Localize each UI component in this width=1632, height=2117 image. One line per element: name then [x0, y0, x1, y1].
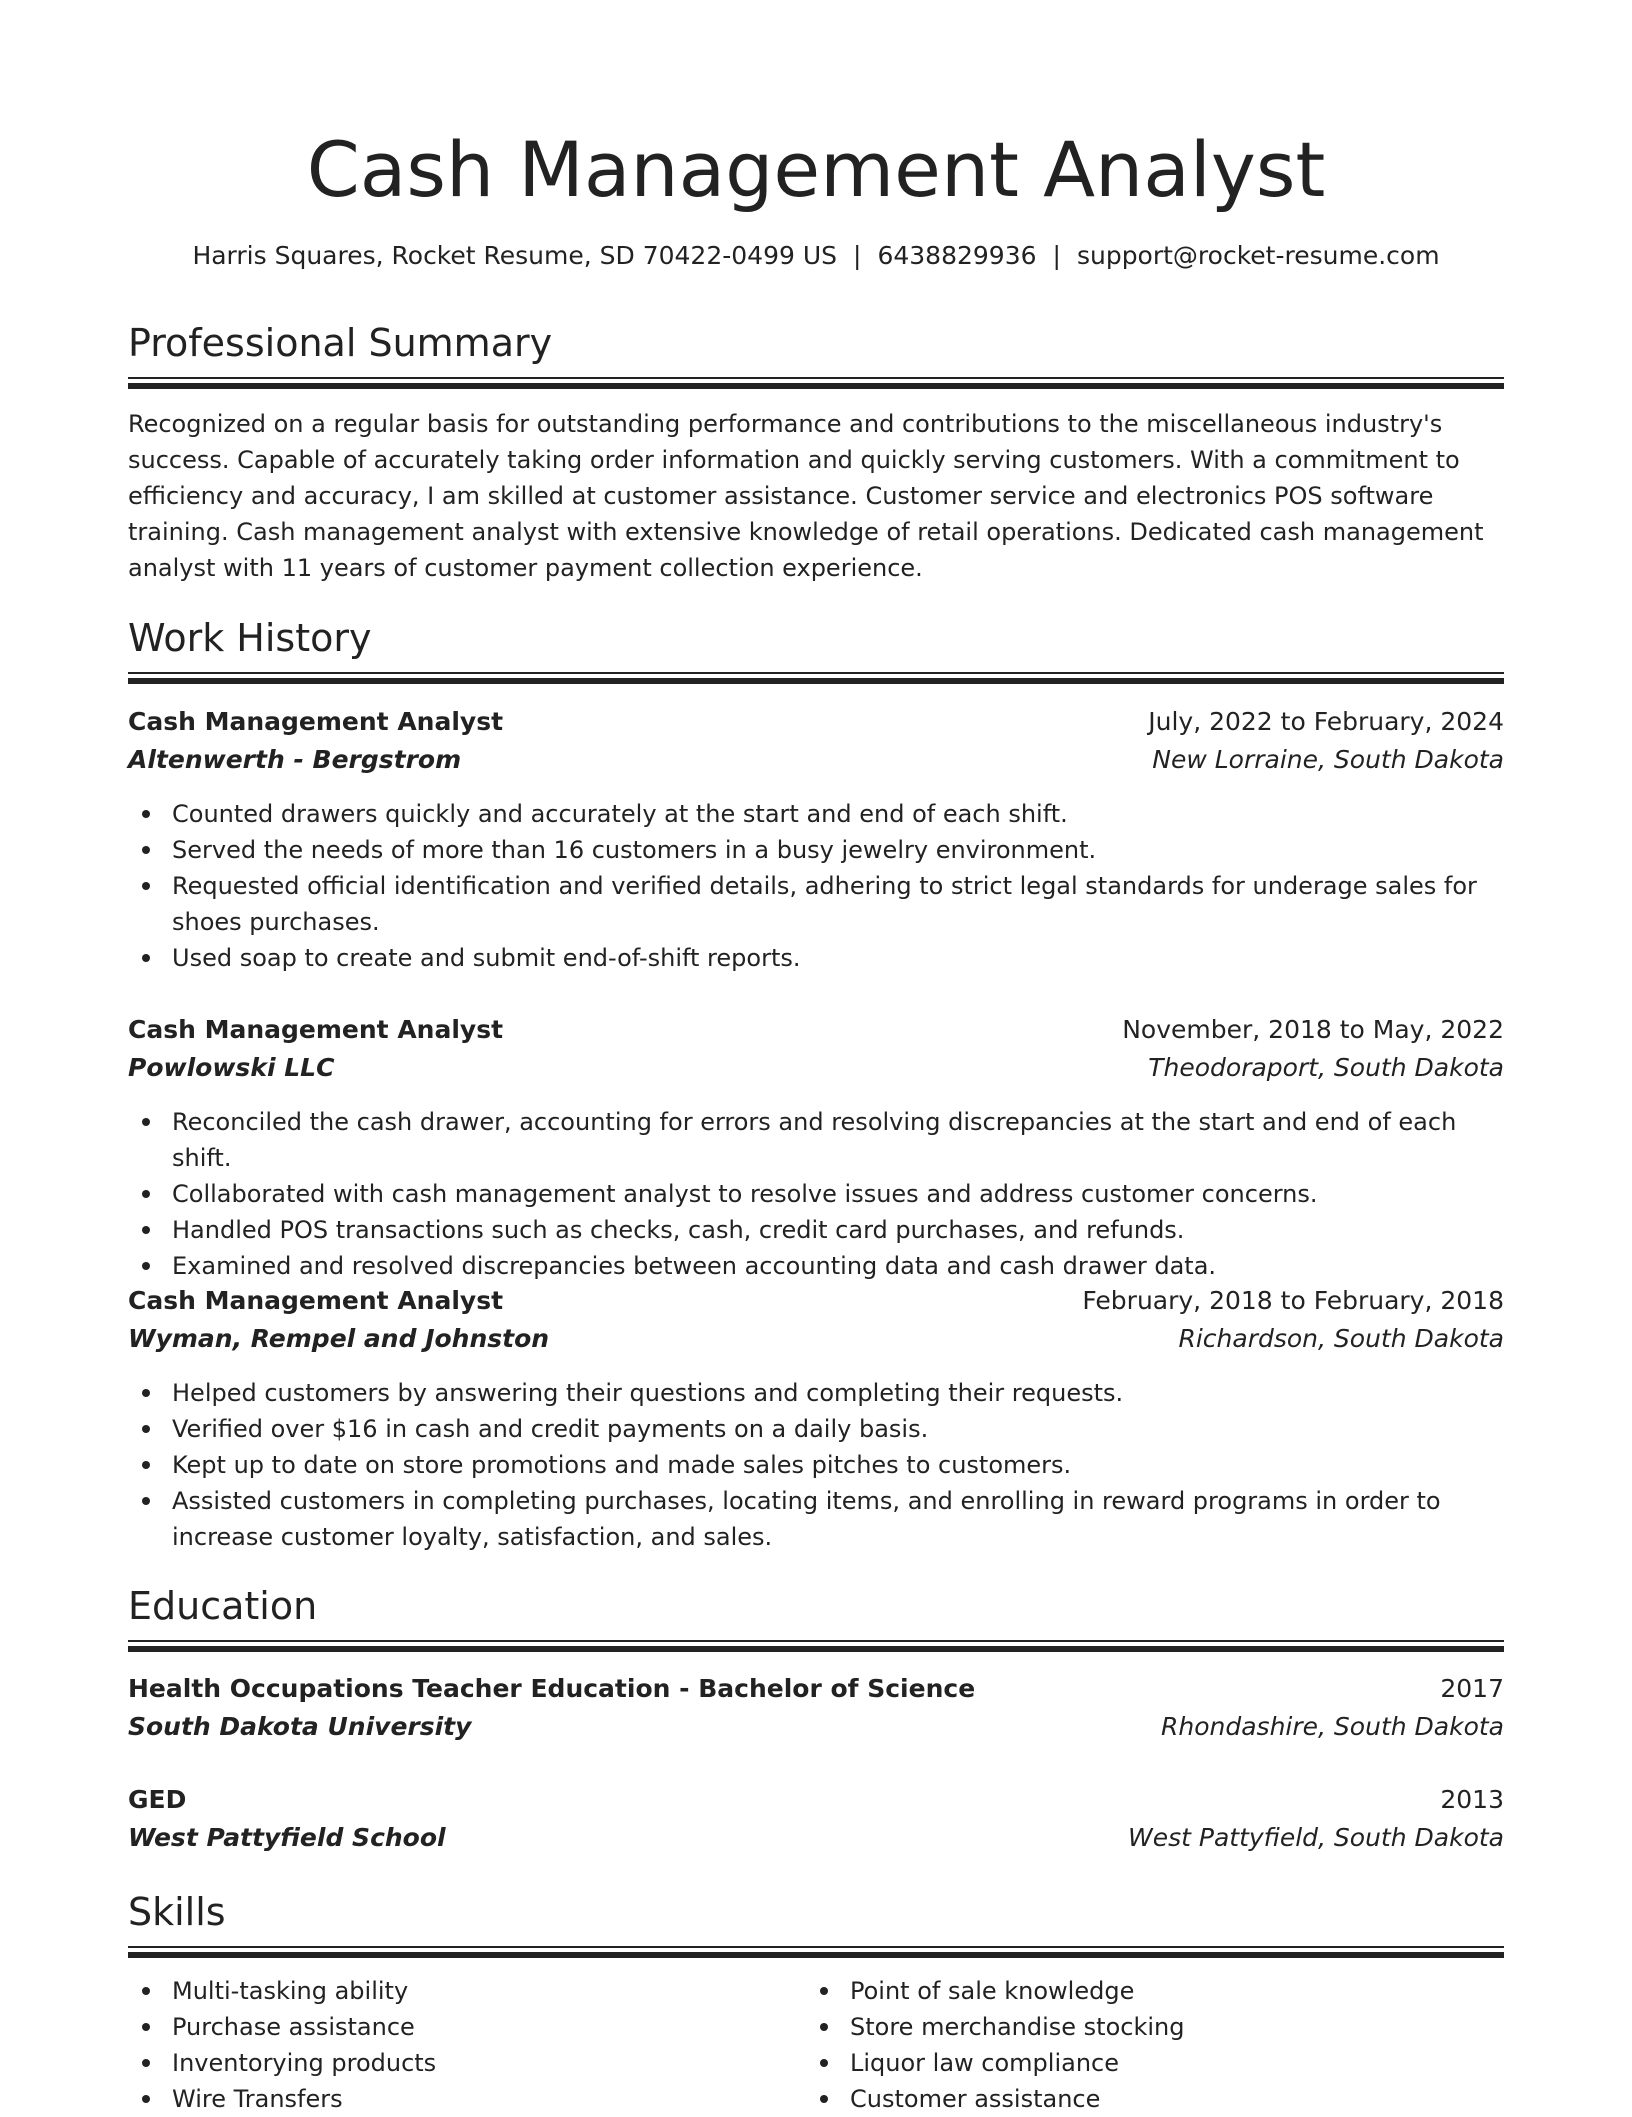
job-dates: November, 2018 to May, 2022	[1122, 1015, 1504, 1044]
list-item: Assisted customers in completing purchases, locating items, and enrolling in reward programs in order to increase customer loyalty, satisfaction, and sales.	[128, 1483, 1504, 1555]
contact-separator: |	[853, 241, 862, 270]
list-item: Helped customers by answering their questions and completing their requests.	[128, 1375, 1504, 1411]
section-divider	[128, 1946, 1504, 1958]
list-item: Customer assistance	[806, 2081, 1466, 2117]
job-company-row	[128, 1320, 1504, 1358]
job-company-row	[128, 741, 1504, 779]
list-item: Point of sale knowledge	[806, 1973, 1466, 2009]
job-bullet-list	[128, 1104, 1504, 1284]
list-item: Collaborated with cash management analyst to resolve issues and address customer concerns.	[128, 1176, 1504, 1212]
contact-line	[128, 236, 1504, 276]
job-header-row	[128, 1011, 1504, 1049]
job-bullet-list	[128, 796, 1504, 976]
job-position: Cash Management Analyst	[128, 1015, 504, 1044]
job-location: Theodoraport, South Dakota	[1148, 1053, 1504, 1082]
job-company: Altenwerth - Bergstrom	[128, 745, 462, 774]
list-item: Handled POS transactions such as checks, cash, credit card purchases, and refunds.	[128, 1212, 1504, 1248]
education-year: 2013	[1440, 1785, 1504, 1814]
education-school-row	[128, 1819, 1504, 1857]
education-header-row	[128, 1670, 1504, 1708]
skills-section-title: Skills	[128, 1890, 226, 1934]
job-company: Wyman, Rempel and Johnston	[128, 1324, 550, 1353]
list-item: Kept up to date on store promotions and made sales pitches to customers.	[128, 1447, 1504, 1483]
education-section-title: Education	[128, 1584, 318, 1628]
job-position: Cash Management Analyst	[128, 707, 504, 736]
education-location: West Pattyfield, South Dakota	[1128, 1823, 1504, 1852]
list-item: Wire Transfers	[128, 2081, 788, 2117]
education-school-row	[128, 1708, 1504, 1746]
job-company-row	[128, 1049, 1504, 1087]
list-item: Purchase assistance	[128, 2009, 788, 2045]
job-dates: July, 2022 to February, 2024	[1148, 707, 1504, 736]
contact-address: Harris Squares, Rocket Resume, SD 70422-0499 US	[192, 241, 838, 270]
education-header-row	[128, 1781, 1504, 1819]
job-location: New Lorraine, South Dakota	[1152, 745, 1504, 774]
skills-grid	[128, 1973, 1504, 2112]
education-location: Rhondashire, South Dakota	[1161, 1712, 1504, 1741]
section-divider	[128, 1640, 1504, 1652]
contact-email[interactable]: support@rocket-resume.com	[1076, 241, 1440, 270]
summary-text: Recognized on a regular basis for outstanding performance and contributions to the miscellaneous industry's success. Capable of accurately taking order information and quickly serving customers. With a commitment to efficiency and accuracy, I am skilled at customer assistance. Customer service and electronics POS software training. Cash management analyst with extensive knowledge of retail operations. Dedicated cash management analyst with 11 years of customer payment collection experience.	[128, 410, 1484, 582]
education-school: South Dakota University	[128, 1712, 472, 1741]
education-school: West Pattyfield School	[128, 1823, 446, 1852]
list-item: Liquor law compliance	[806, 2045, 1466, 2081]
skills-list-left	[128, 1973, 788, 2117]
candidate-name: Cash Management Analyst	[306, 125, 1326, 214]
job-position: Cash Management Analyst	[128, 1286, 504, 1315]
summary-section-title: Professional Summary	[128, 321, 553, 365]
skills-list-right	[806, 1973, 1466, 2117]
list-item: Counted drawers quickly and accurately at the start and end of each shift.	[128, 796, 1504, 832]
education-degree: Health Occupations Teacher Education - Bachelor of Science	[128, 1674, 976, 1703]
job-dates: February, 2018 to February, 2018	[1082, 1286, 1504, 1315]
job-bullet-list	[128, 1375, 1504, 1555]
list-item: Reconciled the cash drawer, accounting for errors and resolving discrepancies at the start and end of each shift.	[128, 1104, 1504, 1176]
contact-separator: |	[1052, 241, 1061, 270]
job-location: Richardson, South Dakota	[1178, 1324, 1504, 1353]
list-item: Served the needs of more than 16 customers in a busy jewelry environment.	[128, 832, 1504, 868]
section-divider	[128, 672, 1504, 684]
list-item: Examined and resolved discrepancies between accounting data and cash drawer data.	[128, 1248, 1504, 1284]
section-divider	[128, 377, 1504, 389]
job-company: Powlowski LLC	[128, 1053, 335, 1082]
list-item: Requested official identification and verified details, adhering to strict legal standards for underage sales for shoes purchases.	[128, 868, 1504, 940]
education-year: 2017	[1440, 1674, 1504, 1703]
list-item: Used soap to create and submit end-of-shift reports.	[128, 940, 1504, 976]
list-item: Inventorying products	[128, 2045, 788, 2081]
contact-phone: 6438829936	[877, 241, 1037, 270]
work-section-title: Work History	[128, 616, 372, 660]
list-item: Multi-tasking ability	[128, 1973, 788, 2009]
job-header-row	[128, 703, 1504, 741]
education-degree: GED	[128, 1785, 187, 1814]
list-item: Verified over $16 in cash and credit payments on a daily basis.	[128, 1411, 1504, 1447]
job-header-row	[128, 1282, 1504, 1320]
list-item: Store merchandise stocking	[806, 2009, 1466, 2045]
